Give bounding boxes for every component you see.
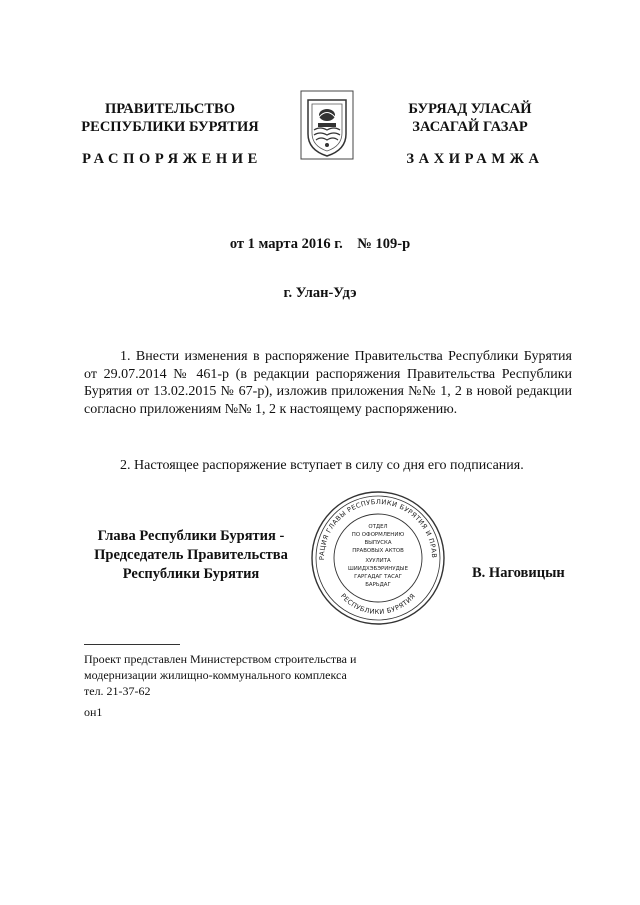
official-stamp: [310, 490, 446, 626]
stamp-center-line: ХУУЛИТА: [365, 558, 391, 564]
svg-text:РЕСПУБЛИКИ БУРЯТИЯ: [339, 592, 417, 616]
header-right-line2: ЗАСАГАЙ ГАЗАР: [412, 119, 528, 135]
stamp-center-line: ОТДЕЛ: [368, 524, 388, 530]
paragraph-2: 2. Настоящее распоряжение вступает в силу со дня его подписания.: [120, 458, 524, 473]
stamp-center-line: ШИИДХЭБЭРИНУДЫЕ: [348, 566, 408, 572]
stamp-center-line: ГАРГАДАГ ТАСАГ: [354, 574, 402, 580]
signatory-name: В. Наговицын: [472, 565, 565, 581]
paragraph-1: 1. Внести изменения в распоряжение Правительства Республики Бурятия от 29.07.2014 № 461-р (в редакции распоряжения Правительства Республики Бурятия от 13.02.2015 № 67-р), изложив приложения №№ 1, 2 в новой редакции согласно приложениям №№ 1, 2 к настоящему распоряжению.: [84, 349, 572, 417]
stamp-center-line: ПО ОФОРМЛЕНИЮ: [351, 532, 405, 538]
signatory-title-line2: Председатель Правительства: [94, 547, 288, 563]
coat-of-arms-icon: [300, 90, 354, 160]
footer-line2: модернизации жилищно-коммунального комплекса: [84, 668, 347, 682]
header-left-doctype: РАСПОРЯЖЕНИЕ: [82, 151, 262, 167]
header-left-line2: РЕСПУБЛИКИ БУРЯТИЯ: [81, 119, 259, 135]
footer-divider: [84, 644, 180, 645]
signatory-title-line3: Республики Бурятия: [122, 566, 260, 582]
signatory-title-line1: Глава Республики Бурятия -: [97, 528, 285, 544]
signatory-title: [78, 527, 304, 584]
header-left-line1: ПРАВИТЕЛЬСТВО: [105, 101, 235, 117]
footer-line3: тел. 21-37-62: [84, 684, 151, 698]
stamp-ring-bottom: РЕСПУБЛИКИ БУРЯТИЯ: [338, 592, 418, 617]
date-number: от 1 марта 2016 г. № 109-р: [229, 236, 411, 252]
stamp-center-line: БАРЬДАГ: [365, 582, 391, 588]
header-right-line1: БУРЯАД УЛАСАЙ: [408, 101, 532, 117]
footer-code: он1: [84, 705, 103, 719]
header-right-org: [380, 100, 560, 136]
stamp-center-line: ПРАВОВЫХ АКТОВ: [352, 548, 404, 554]
footer-note: [84, 651, 356, 699]
header-right-doctype: ЗАХИРАМЖА: [406, 151, 544, 167]
footer-line1: Проект представлен Министерством строительства и: [84, 652, 357, 666]
stamp-ring-top: РАЦИЯ ГЛАВЫ РЕСПУБЛИКИ БУРЯТИЯ И ПРАВ: [317, 497, 439, 561]
city: г. Улан-Удэ: [283, 285, 357, 301]
header-left-org: [70, 100, 270, 136]
stamp-center-line: ВЫПУСКА: [364, 540, 392, 546]
